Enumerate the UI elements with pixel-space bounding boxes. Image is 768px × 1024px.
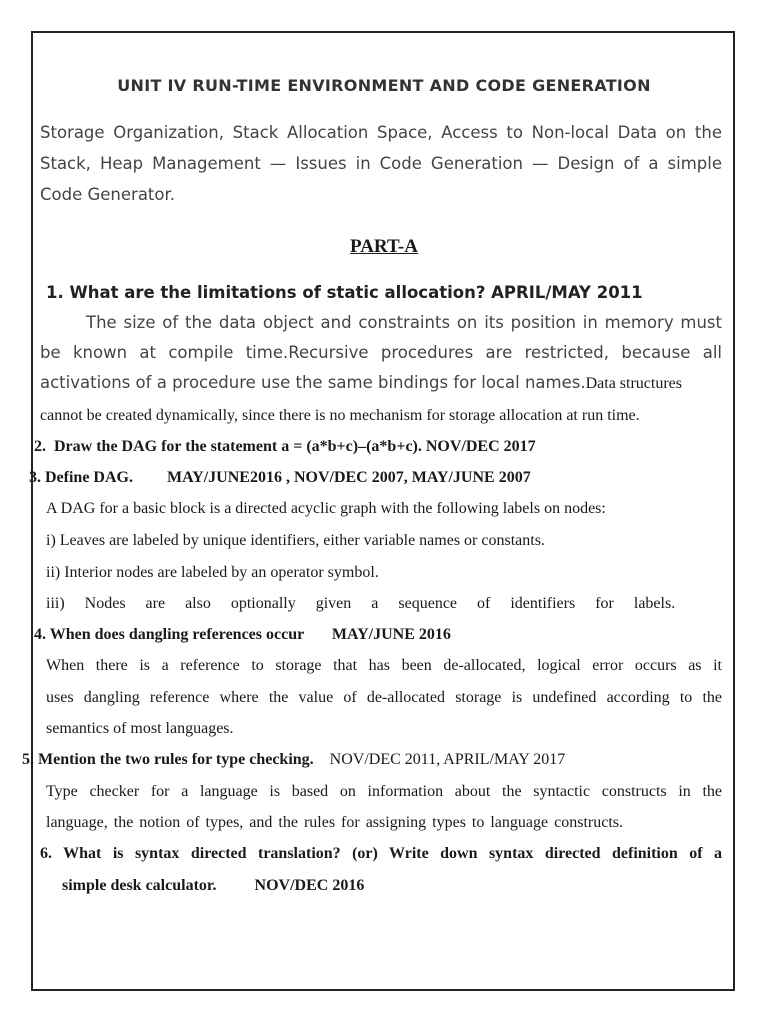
answer-1-line-1: The size of the data object and constraints on its position in memory must — [86, 313, 722, 332]
question-1-text: 1. What are the limitations of static allocation? APRIL/MAY 2011 — [46, 283, 643, 302]
intro-line-1: Storage Organization, Stack Allocation Space, Access to Non-local Data on the — [40, 123, 722, 142]
answer-3-point-1: i) Leaves are labeled by unique identifiers, either variable names or constants. — [46, 532, 545, 549]
answer-3-point-3: iii) Nodes are also optionally given a sequence of identifiers for labels. — [46, 595, 676, 612]
question-4-heading — [34, 626, 451, 644]
answer-1-tail: Data structures — [585, 375, 682, 392]
answer-1-line-3-text: activations of a procedure use the same bindings for local names. — [40, 373, 586, 392]
question-3-heading — [29, 469, 531, 487]
intro-line-3: Code Generator. — [40, 185, 176, 204]
question-6-label: simple desk calculator. — [62, 877, 217, 894]
question-3-date: MAY/JUNE2016 , NOV/DEC 2007, MAY/JUNE 2007 — [166, 469, 531, 486]
intro-line-2: Stack, Heap Management — Issues in Code Generation — Design of a simple — [40, 154, 722, 173]
question-2-text: Draw the DAG for the statement a = (a*b+c)–(a*b+c). NOV/DEC 2017 — [54, 438, 536, 455]
answer-4-line-2: uses dangling reference where the value of de-allocated storage is undefined according to the — [46, 689, 722, 706]
question-5-heading — [22, 751, 565, 769]
answer-3-intro: A DAG for a basic block is a directed acyclic graph with the following labels on nodes: — [46, 500, 606, 517]
question-3-number: 3. — [29, 469, 41, 486]
answer-5-line-1: Type checker for a language is based on information about the syntactic constructs in the — [46, 783, 722, 800]
answer-1-line-4: cannot be created dynamically, since there is no mechanism for storage allocation at run time. — [40, 407, 640, 424]
question-2 — [34, 438, 536, 456]
question-5-date: NOV/DEC 2011, APRIL/MAY 2017 — [329, 751, 566, 768]
unit-title: UNIT IV RUN-TIME ENVIRONMENT AND CODE GENERATION — [117, 76, 651, 95]
question-5-number: 5. — [22, 751, 34, 768]
question-5-label: Mention the two rules for type checking. — [38, 751, 314, 768]
answer-4-line-1: When there is a reference to storage that has been de-allocated, logical error occurs as it — [46, 657, 722, 674]
question-6-date: NOV/DEC 2016 — [254, 877, 365, 894]
answer-4-line-3: semantics of most languages. — [46, 720, 234, 737]
question-6-line-1: 6. What is syntax directed translation? (or) Write down syntax directed definition of a — [40, 845, 722, 862]
question-6-line-2 — [62, 877, 364, 895]
part-heading: PART-A — [350, 236, 418, 257]
question-2-number: 2. — [34, 438, 46, 455]
question-4-date: MAY/JUNE 2016 — [331, 626, 451, 643]
answer-1-line-3 — [40, 373, 682, 393]
answer-3-point-2: ii) Interior nodes are labeled by an operator symbol. — [46, 564, 379, 581]
question-4-label: 4. When does dangling references occur — [34, 626, 304, 643]
answer-1-line-2: be known at compile time.Recursive procedures are restricted, because all — [40, 343, 722, 362]
question-3-label: Define DAG. — [45, 469, 133, 486]
answer-5-line-2: language, the notion of types, and the rules for assigning types to language constructs. — [46, 814, 623, 831]
